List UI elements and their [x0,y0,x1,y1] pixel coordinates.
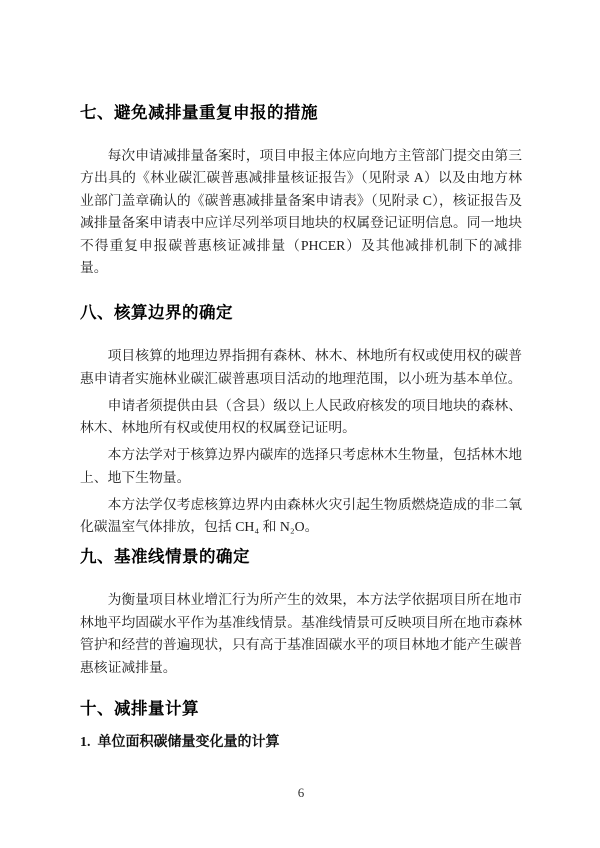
paragraph: 为衡量项目林业增汇行为所产生的效果，本方法学依据项目所在地市林地平均固碳水平作为基准线情景。基准线情景可反映项目所在地市森林管护和经营的普遍现状，只有高于基准固碳水平的项目林地才能产生碳普惠核证减排量。 [80,592,522,675]
section-avoid-duplicate-declaration [80,101,522,279]
section-heading: 八、核算边界的确定 [80,304,233,323]
paragraph: 本方法学对于核算边界内碳库的选择只考虑林木生物量，包括林木地上、地下生物量。 [80,447,522,485]
section-heading: 十、减排量计算 [80,700,199,719]
section-heading: 七、避免减排量重复申报的措施 [80,104,318,122]
section-heading: 九、基准线情景的确定 [80,548,250,567]
section-baseline-scenario [80,545,522,679]
paragraph: 每次申请减排量备案时，项目申报主体应向地方主管部门提交由第三方出具的《林业碳汇碳普惠减排量核证报告》（见附录 A）以及由地方林业部门盖章确认的《碳普惠减排量备案申请表》（见附录 C），核证报告及减排量备案申请表中应详尽列举项目地块的权属登记证明信息。同一地块不得重复申报碳普惠核证减排量（PHCER）及其他减排机制下的减排量。 [80,148,522,276]
section-emission-reduction-calculation [80,697,522,753]
paragraph: 本方法学仅考虑核算边界内由森林火灾引起生物质燃烧造成的非二氧化碳温室气体排放，包括 CH₄ 和 N₂O。 [80,496,522,535]
subsection-heading: 1. 单位面积碳储量变化量的计算 [80,735,280,751]
paragraph: 申请者须提供由县（含县）级以上人民政府核发的项目地块的森林、林木、林地所有权或使用权的权属登记证明。 [80,397,522,436]
section-accounting-boundary [80,301,522,538]
page-number: 6 [297,785,305,801]
paragraph: 项目核算的地理边界指拥有森林、林木、林地所有权或使用权的碳普惠申请者实施林业碳汇碳普惠项目活动的地理范围，以小班为基本单位。 [80,348,522,386]
